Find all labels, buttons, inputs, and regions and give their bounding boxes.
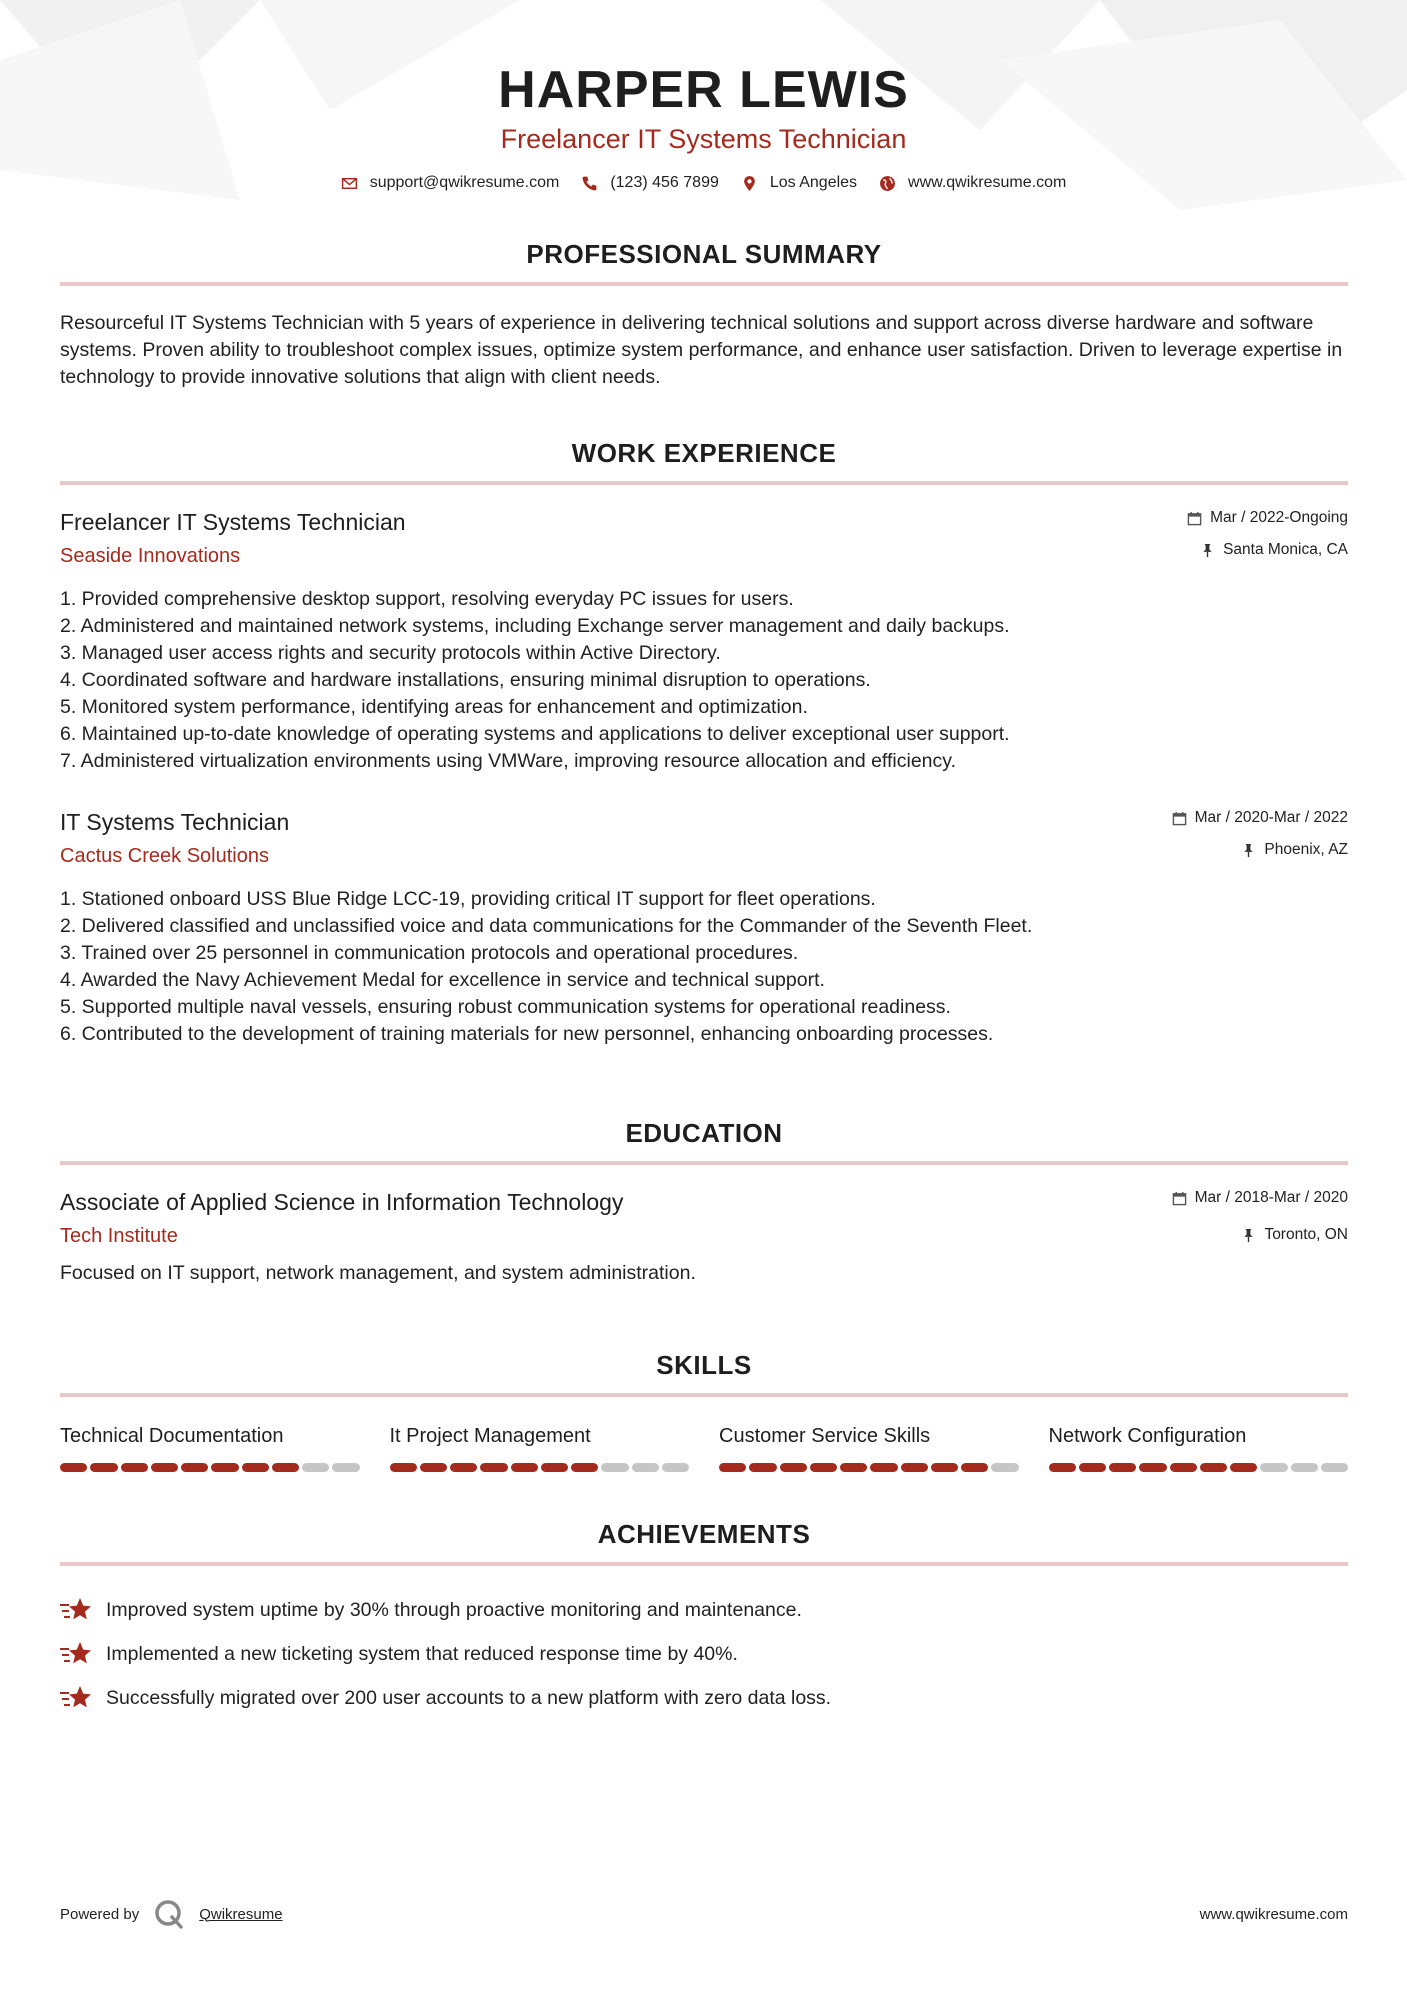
skill-level-segment (1200, 1463, 1227, 1472)
skill-level-segment (810, 1463, 837, 1472)
powered-by (60, 1898, 283, 1930)
skill-level-segment (242, 1463, 269, 1472)
skill-item (60, 1423, 360, 1472)
skill-level-segment (511, 1463, 538, 1472)
job-title: Freelancer IT Systems Technician (60, 509, 406, 535)
job-dates (1187, 507, 1348, 529)
calendar-icon (1172, 1191, 1187, 1206)
contact-website-text: www.qwikresume.com (908, 174, 1067, 191)
candidate-role: Freelancer IT Systems Technician (500, 124, 907, 154)
education-entry (60, 1187, 1348, 1287)
education-location-text: Toronto, ON (1264, 1226, 1348, 1243)
list-item (60, 1676, 1348, 1720)
job-dates-text: Mar / 2020-Mar / 2022 (1194, 809, 1348, 826)
summary-title: PROFESSIONAL SUMMARY (526, 239, 882, 269)
contact-phone[interactable] (581, 174, 719, 192)
job-location-text: Phoenix, AZ (1264, 841, 1348, 858)
qwikresume-logo-icon (153, 1898, 185, 1930)
list-item: 2. Delivered classified and unclassified voice and data communications for the Commander of the Seventh Fleet. (60, 915, 1033, 937)
pushpin-icon (1200, 543, 1215, 558)
education-dates (1172, 1187, 1348, 1209)
list-item: 1. Stationed onboard USS Blue Ridge LCC-19, providing critical IT support for fleet operations. (60, 888, 876, 910)
education-description: Focused on IT support, network management, and system administration. (60, 1262, 696, 1284)
section-divider (60, 1393, 1348, 1397)
list-item: 6. Contributed to the development of training materials for new personnel, enhancing onboarding processes. (60, 1023, 994, 1045)
education-section (60, 1117, 1348, 1287)
skill-level-segment (1230, 1463, 1257, 1472)
contact-location-text: Los Angeles (769, 174, 858, 191)
skill-level-segment (1079, 1463, 1106, 1472)
job-location-text: Santa Monica, CA (1223, 541, 1348, 558)
skill-level-segment (450, 1463, 477, 1472)
star-icon (60, 1684, 92, 1712)
list-item: 5. Supported multiple naval vessels, ensuring robust communication systems for operational readiness. (60, 996, 951, 1018)
list-item (60, 1588, 1348, 1632)
job-entry (60, 807, 1348, 1048)
achievements-section (60, 1518, 1348, 1720)
skill-level-segment (420, 1463, 447, 1472)
achievement-text: Improved system uptime by 30% through proactive monitoring and maintenance. (106, 1598, 802, 1621)
achievement-text: Implemented a new ticketing system that reduced response time by 40%. (106, 1642, 738, 1665)
skill-level-segment (302, 1463, 329, 1472)
contact-bar (0, 174, 1407, 192)
contact-website[interactable] (879, 174, 1066, 192)
footer-website[interactable]: www.qwikresume.com (1199, 1905, 1348, 1923)
list-item (60, 1632, 1348, 1676)
skill-level-segment (211, 1463, 238, 1472)
skill-level-segment (991, 1463, 1018, 1472)
star-icon (60, 1596, 92, 1624)
skill-level-segment (60, 1463, 87, 1472)
degree-title: Associate of Applied Science in Information Technology (60, 1189, 624, 1215)
job-location (1187, 539, 1348, 561)
skill-level-segment (662, 1463, 689, 1472)
qwikresume-link[interactable]: Qwikresume (199, 1905, 283, 1923)
list-item: 3. Managed user access rights and security protocols within Active Directory. (60, 642, 721, 664)
skill-level-segment (1291, 1463, 1318, 1472)
skill-level-segment (901, 1463, 928, 1472)
skill-level-segment (272, 1463, 299, 1472)
section-divider (60, 481, 1348, 485)
job-company: Cactus Creek Solutions (60, 845, 269, 867)
experience-title: WORK EXPERIENCE (571, 438, 837, 468)
skill-level-segment (121, 1463, 148, 1472)
skill-name: It Project Management (389, 1425, 591, 1447)
skill-level-segment (870, 1463, 897, 1472)
summary-text: Resourceful IT Systems Technician with 5 years of experience in delivering technical solutions and support across diverse hardware and software systems. Proven ability to troubleshoot complex issues, optimize system performance, and enhance user satisfaction. Driven to leverage expertise in technology to provide innovative solutions that align with client needs. (60, 312, 1343, 388)
skill-level-segment (601, 1463, 628, 1472)
skill-name: Network Configuration (1048, 1425, 1247, 1447)
skill-level-segment (1170, 1463, 1197, 1472)
page-footer (60, 1898, 1348, 1930)
skills-section (60, 1349, 1348, 1472)
calendar-icon (1172, 811, 1187, 826)
skills-row (60, 1423, 1348, 1472)
pushpin-icon (1241, 1228, 1256, 1243)
contact-email-text: support@qwikresume.com (369, 174, 560, 191)
skill-level-segment (840, 1463, 867, 1472)
job-company: Seaside Innovations (60, 545, 241, 567)
skill-level-segment (90, 1463, 117, 1472)
skill-level-segment (332, 1463, 359, 1472)
list-item: 5. Monitored system performance, identifying areas for enhancement and optimization. (60, 696, 808, 718)
achievement-text: Successfully migrated over 200 user accounts to a new platform with zero data loss. (106, 1686, 832, 1709)
skill-level-segment (1049, 1463, 1076, 1472)
education-location (1172, 1224, 1348, 1246)
summary-section (60, 238, 1348, 391)
globe-icon (879, 175, 896, 192)
envelope-icon (341, 175, 358, 192)
list-item: 4. Awarded the Navy Achievement Medal for excellence in service and technical support. (60, 969, 825, 991)
skill-level-bar (719, 1463, 1019, 1472)
job-duties (60, 886, 1348, 1048)
achievements-title: ACHIEVEMENTS (597, 1519, 811, 1549)
skill-level-segment (719, 1463, 746, 1472)
skill-level-segment (961, 1463, 988, 1472)
skill-level-bar (60, 1463, 360, 1472)
job-location (1172, 839, 1348, 861)
achievements-list (60, 1588, 1348, 1720)
contact-phone-text: (123) 456 7899 (610, 174, 719, 191)
list-item: 6. Maintained up-to-date knowledge of operating systems and applications to deliver exceptional user support. (60, 723, 1010, 745)
list-item: 3. Trained over 25 personnel in communication protocols and operational procedures. (60, 942, 799, 964)
skill-level-segment (749, 1463, 776, 1472)
skill-level-segment (780, 1463, 807, 1472)
job-meta (1187, 507, 1348, 561)
powered-by-label: Powered by (60, 1905, 140, 1923)
list-item: 4. Coordinated software and hardware installations, ensuring minimal disruption to operations. (60, 669, 871, 691)
map-pin-icon (741, 175, 758, 192)
skill-level-segment (1139, 1463, 1166, 1472)
skill-level-segment (571, 1463, 598, 1472)
job-title: IT Systems Technician (60, 809, 290, 835)
education-meta (1172, 1187, 1348, 1246)
skill-name: Customer Service Skills (719, 1425, 931, 1447)
star-icon (60, 1640, 92, 1668)
resume-header (0, 0, 1407, 192)
skill-level-bar (1049, 1463, 1349, 1472)
section-divider (60, 1562, 1348, 1566)
school-name: Tech Institute (60, 1225, 178, 1247)
skill-level-segment (390, 1463, 417, 1472)
section-divider (60, 1161, 1348, 1165)
skill-level-bar (390, 1463, 690, 1472)
job-duties (60, 586, 1348, 775)
skill-level-segment (480, 1463, 507, 1472)
skill-item (719, 1423, 1019, 1472)
list-item: 2. Administered and maintained network systems, including Exchange server management and daily backups. (60, 615, 1010, 637)
education-title: EDUCATION (625, 1118, 783, 1148)
skill-level-segment (541, 1463, 568, 1472)
job-dates-text: Mar / 2022-Ongoing (1210, 509, 1348, 526)
phone-icon (581, 175, 598, 192)
candidate-name: HARPER LEWIS (498, 61, 909, 119)
section-divider (60, 282, 1348, 286)
contact-location (741, 174, 857, 192)
skills-title: SKILLS (656, 1350, 752, 1380)
skill-level-segment (931, 1463, 958, 1472)
experience-section (60, 437, 1348, 1048)
job-dates (1172, 807, 1348, 829)
skill-item (390, 1423, 690, 1472)
skill-item (1049, 1423, 1349, 1472)
skill-level-segment (1109, 1463, 1136, 1472)
calendar-icon (1187, 511, 1202, 526)
job-meta (1172, 807, 1348, 861)
skill-level-segment (1260, 1463, 1287, 1472)
skill-level-segment (151, 1463, 178, 1472)
pushpin-icon (1241, 843, 1256, 858)
skill-level-segment (1321, 1463, 1348, 1472)
skill-level-segment (632, 1463, 659, 1472)
skill-name: Technical Documentation (60, 1425, 284, 1447)
contact-email[interactable] (341, 174, 560, 192)
education-dates-text: Mar / 2018-Mar / 2020 (1194, 1189, 1348, 1206)
list-item: 7. Administered virtualization environments using VMWare, improving resource allocation and efficiency. (60, 750, 956, 772)
job-entry (60, 507, 1348, 775)
list-item: 1. Provided comprehensive desktop support, resolving everyday PC issues for users. (60, 588, 794, 610)
skill-level-segment (181, 1463, 208, 1472)
